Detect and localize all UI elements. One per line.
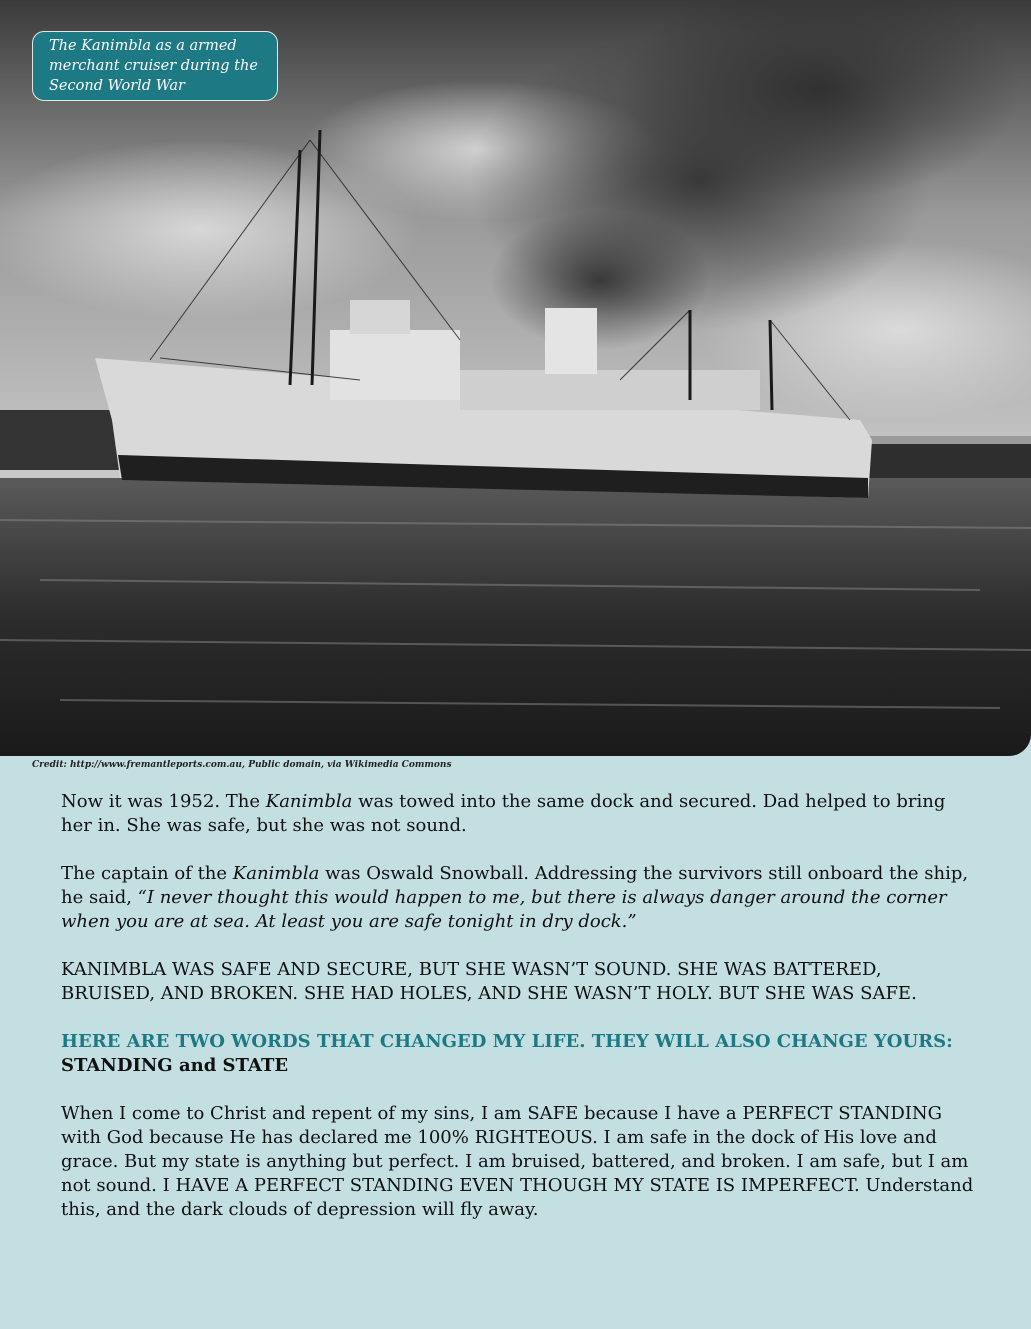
paragraph-3: KANIMBLA WAS SAFE AND SECURE, BUT SHE WASN’T SOUND. SHE WAS BATTERED, BRUISED, AND BROKEN. SHE HAD HOLES, AND SHE WASN’T HOLY. BUT SHE WAS SAFE.	[61, 959, 917, 1004]
article-body	[61, 790, 976, 1246]
paragraph-1: Now it was 1952. The Kanimbla was towed into the same dock and secured. Dad helped to bring her in. She was safe, but she was not sound.	[61, 791, 946, 836]
paragraph-4: When I come to Christ and repent of my sins, I am SAFE because I have a PERFECT STANDING with God because He has declared me 100% RIGHTEOUS. I am safe in the dock of His love and grace. But my state is anything but perfect. I am bruised, battered, and broken. I am safe, but I am not sound. I HAVE A PERFECT STANDING EVEN THOUGH MY STATE IS IMPERFECT. Understand this, and the dark clouds of depression will fly away.	[61, 1103, 974, 1220]
photo-caption: The Kanimbla as a armed merchant cruiser during the Second World War	[32, 31, 278, 101]
captain-quote: “I never thought this would happen to me, but there is always danger around the corner when you are at sea. At least you are safe tonight in dry dock.”	[61, 887, 947, 932]
section-heading: HERE ARE TWO WORDS THAT CHANGED MY LIFE. THEY WILL ALSO CHANGE YOURS: STANDING and STATE	[61, 1031, 953, 1076]
paragraph-2: The captain of the Kanimbla was Oswald Snowball. Addressing the survivors still onboard the ship, he said, “I never thought this would happen to me, but there is always danger around the corner when you are at sea. At least you are safe tonight in dry dock.”	[61, 863, 969, 932]
photo-credit: Credit: http://www.fremantleports.com.au, Public domain, via Wikimedia Commons	[32, 760, 452, 770]
